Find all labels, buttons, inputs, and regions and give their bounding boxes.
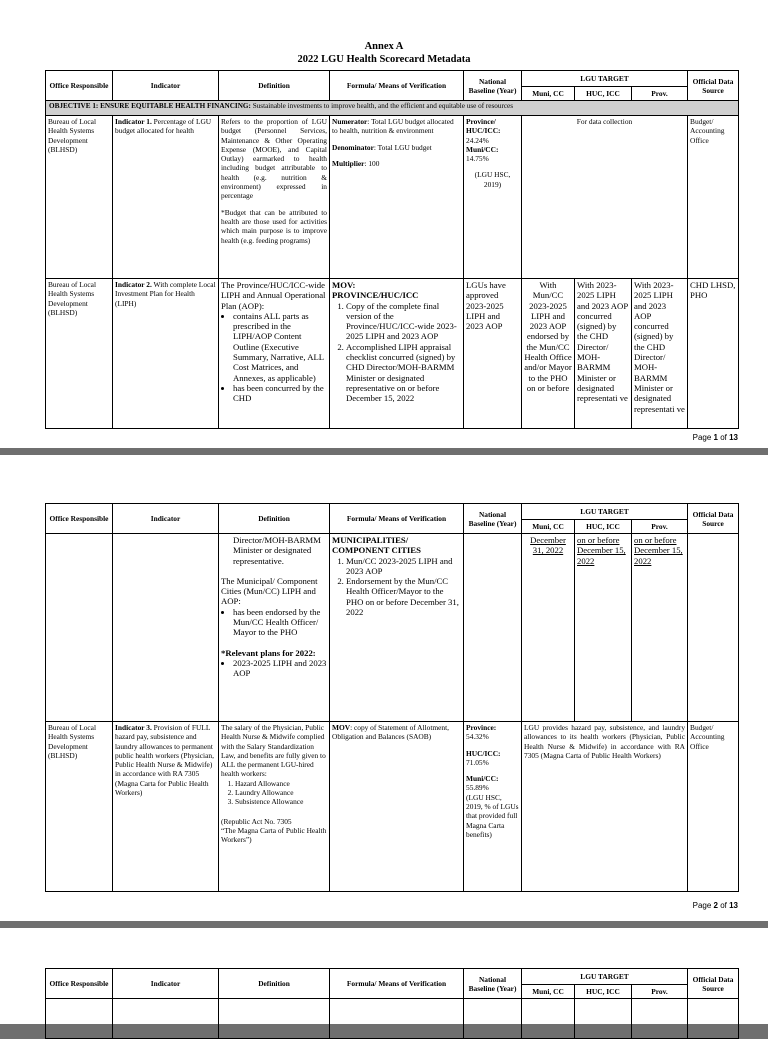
- row1-baseline-year: (LGU HSC, 2019): [474, 170, 511, 189]
- row1-formula: [330, 116, 464, 279]
- table-row-indicator-1: [46, 116, 739, 279]
- page-label: Page: [692, 433, 714, 442]
- metadata-table-page-2: [45, 503, 739, 892]
- table-row-indicator-2-cont: [46, 534, 739, 722]
- row1-indicator-text: Percentage of LGU budget allocated for health: [115, 117, 212, 136]
- objective-text: Sustainable investments to improve health, and the efficient and equitable use of resources: [250, 102, 514, 110]
- row3-def-ref2: “The Magna Carta of Public Health Workers”): [221, 825, 327, 845]
- row3-b-muni-label: Muni/CC:: [466, 774, 499, 784]
- row1-definition: [219, 116, 330, 279]
- row2-target-prov-cont: on or before December 15, 2022: [632, 534, 688, 722]
- table-row-indicator-2: [46, 279, 739, 429]
- row2-target-muni: With Mun/CC 2023-2025 LIPH and 2023 AOP endorsed by the Mun/CC Health Office and/or Mayor to the PHO on or before: [522, 279, 575, 429]
- row2-mov-mun-items: [332, 556, 461, 618]
- header-indicator: Indicator: [113, 71, 219, 101]
- header-lgu-target: LGU TARGET: [522, 969, 688, 985]
- header-definition: Definition: [219, 969, 330, 999]
- row1-definition-note: *Budget that can be attributed to health are those used for activities which main purpose is to improve health (e.g. feeding programs): [221, 207, 327, 245]
- row1-office: Bureau of Local Health Systems Development (BLHSD): [46, 116, 113, 279]
- header-formula: Formula/ Means of Verification: [330, 969, 464, 999]
- row1-multiplier-label: Multiplier: [332, 158, 365, 168]
- row1-target: For data collection: [522, 116, 688, 279]
- row2-target-huc-cont: on or before December 15, 2022: [575, 534, 632, 722]
- document-heading: [0, 40, 768, 66]
- row3-def-ref1: (Republic Act No. 7305: [221, 816, 292, 826]
- row2-mov-label: MOV:: [332, 280, 356, 290]
- row1-source: Budget/ Accounting Office: [688, 116, 739, 279]
- row3-indicator-text: Provision of FULL hazard pay, subsistence and laundry allowances to permanent public health workers (Physician, Public Health Nurse & Midwife) in accordance with RA 7305 (Magna Carta for Public Health Workers): [115, 723, 214, 798]
- row2-target-huc: With 2023-2025 LIPH and 2023 AOP concurred (signed) by the CHD Director/ MOH-BARMM Minister or designated representati ve: [575, 279, 632, 429]
- list-item: 1. Mun/CC 2023-2025 LIPH and 2023 AOP: [346, 556, 461, 577]
- header-source: Official Data Source: [688, 71, 739, 101]
- header-indicator: Indicator: [113, 969, 219, 999]
- row1-numerator-text: : Total LGU budget allocated to health, nutrition & environment: [332, 117, 454, 136]
- header-huc: HUC, ICC: [575, 985, 632, 999]
- list-item: 1. Hazard Allowance: [235, 779, 327, 788]
- header-baseline: National Baseline (Year): [464, 969, 522, 999]
- page-1: [0, 0, 768, 448]
- row2-indicator-text: With complete Local Investment Plan for Health (LIPH): [115, 280, 216, 308]
- page-total: 13: [729, 901, 738, 910]
- table-row-indicator-3: [46, 722, 739, 892]
- row2-def-cont: Director/MOH-BARMM Minister or designated representative.: [233, 535, 321, 566]
- row1-denominator-text: : Total LGU budget: [373, 142, 432, 152]
- metadata-table-page-3: [45, 968, 739, 1039]
- header-prov: Prov.: [632, 520, 688, 534]
- row1-indicator-label: Indicator 1.: [115, 117, 152, 126]
- list-item: 3. Subsistence Allowance: [235, 797, 327, 806]
- list-item: 2. Accomplished LIPH appraisal checklist concurred (signed) by CHD Director/MOH-BARMM Minister or designated representative on or before December 15, 2022: [346, 342, 461, 404]
- page-current: 2: [713, 901, 718, 910]
- list-item: • 2023-2025 LIPH and 2023 AOP: [233, 658, 327, 679]
- row2-mov-prov-items: [332, 301, 461, 404]
- list-item: • has been endorsed by the Mun/CC Health Officer/ Mayor to the PHO: [233, 607, 327, 638]
- row2-target-prov: With 2023-2025 LIPH and 2023 AOP concurred (signed) by the CHD Director/ MOH-BARMM Minister or designated representati ve: [632, 279, 688, 429]
- annex-label: Annex A: [364, 41, 404, 52]
- header-indicator: Indicator: [113, 504, 219, 534]
- header-muni: Muni, CC: [522, 985, 575, 999]
- row2-target-muni-cont: December 31, 2022: [522, 534, 575, 722]
- row2-formula-cont: [330, 534, 464, 722]
- header-huc: HUC, ICC: [575, 520, 632, 534]
- row3-target: LGU provides hazard pay, subsistence, and laundry allowances to its health workers (Physician, Public Health Nurse & Midwife) in accordance with RA 7305 (Magna Carta of Public Health Workers): [522, 722, 688, 892]
- page-2: [0, 455, 768, 921]
- list-item: 2. Laundry Allowance: [235, 788, 327, 797]
- row3-mov-text: : copy of Statement of Allotment, Obligation and Balances (SAOB): [332, 723, 449, 742]
- row2-def-mun-intro: The Municipal/ Component Cities (Mun/CC) LIPH and AOP:: [221, 575, 318, 607]
- list-item: • has been concurred by the CHD: [233, 383, 327, 404]
- document-title: 2022 LGU Health Scorecard Metadata: [297, 54, 471, 65]
- row2-definition: [219, 279, 330, 429]
- row3-def-items: [221, 779, 327, 807]
- row3-indicator-label: Indicator 3.: [115, 723, 152, 732]
- list-item: • contains ALL parts as prescribed in the LIPH/AOP Content Outline (Executive Summary, Narrative, ALL Cost Matrices, and Annexes, as applicable): [233, 311, 327, 383]
- row2-baseline: LGUs have approved 2023-2025 LIPH and 2023 AOP: [464, 279, 522, 429]
- page-label: Page: [692, 901, 714, 910]
- row3-b-prov-value: 54.32%: [466, 732, 489, 742]
- header-source: Official Data Source: [688, 504, 739, 534]
- row3-office: Bureau of Local Health Systems Development (BLHSD): [46, 722, 113, 892]
- row1-multiplier-text: : 100: [364, 158, 380, 168]
- page-of: of: [717, 433, 730, 442]
- page-current: 1: [713, 433, 718, 442]
- row3-indicator: [113, 722, 219, 892]
- row3-def-intro: The salary of the Physician, Public Health Nurse & Midwife complied with the Salary Standardization Law, and benefits are fully given to ALL the permanent LGU-hired health workers:: [221, 723, 326, 779]
- row2-source: CHD LHSD, PHO: [688, 279, 739, 429]
- row2-indicator: [113, 279, 219, 429]
- row2-mov-mun-head: MUNICIPALITIES/ COMPONENT CITIES: [332, 535, 421, 556]
- row1-denominator-label: Denominator: [332, 142, 374, 152]
- row2-mov-prov-head: PROVINCE/HUC/ICC: [332, 290, 419, 301]
- row2-office: Bureau of Local Health Systems Development (BLHSD): [46, 279, 113, 429]
- row1-baseline: [464, 116, 522, 279]
- row3-source: Budget/ Accounting Office: [688, 722, 739, 892]
- header-formula: Formula/ Means of Verification: [330, 504, 464, 534]
- row3-b-muni-value: 55.89%: [466, 783, 489, 793]
- row2-relevant-label: *Relevant plans for 2022:: [221, 647, 316, 658]
- header-prov: Prov.: [632, 87, 688, 101]
- table-row: [46, 999, 739, 1039]
- header-definition: Definition: [219, 71, 330, 101]
- header-source: Official Data Source: [688, 969, 739, 999]
- row2-def-mun-bullets: [221, 607, 327, 638]
- row3-mov-label: MOV: [332, 723, 351, 732]
- header-office: Office Responsible: [46, 71, 113, 101]
- row2-mov-label-text: MOV: [332, 280, 353, 290]
- row1-definition-text: Refers to the proportion of LGU budget (Personnel Services, Maintenance & Other Operating Expense (MOOE), and Capital Outlay) earmarked to health including budget attributable to health (e.g. nutrition & environment) expressed in percentage: [221, 117, 327, 201]
- header-lgu-target: LGU TARGET: [522, 71, 688, 87]
- header-prov: Prov.: [632, 985, 688, 999]
- header-office: Office Responsible: [46, 504, 113, 534]
- row3-b-huc-value: 71.05%: [466, 757, 489, 767]
- header-muni: Muni, CC: [522, 87, 575, 101]
- row2-formula: [330, 279, 464, 429]
- row2-def-bullets: [221, 311, 327, 404]
- header-formula: Formula/ Means of Verification: [330, 71, 464, 101]
- row2-relevant-items: [221, 658, 327, 679]
- row2-definition-cont: [219, 534, 330, 722]
- page-number-2: [693, 901, 738, 910]
- page-of: of: [717, 901, 730, 910]
- page-total: 13: [729, 433, 738, 442]
- header-huc: HUC, ICC: [575, 87, 632, 101]
- row1-baseline-muni-value: 14.75%: [466, 154, 489, 164]
- header-baseline: National Baseline (Year): [464, 71, 522, 101]
- objective-row: [46, 101, 739, 116]
- header-office: Office Responsible: [46, 969, 113, 999]
- row1-baseline-prov-value: 24.24%: [466, 135, 489, 145]
- row1-indicator: [113, 116, 219, 279]
- row3-b-prov-label: Province:: [466, 723, 497, 732]
- row3-formula: [330, 722, 464, 892]
- list-item: 1. Copy of the complete final version of the Province/HUC/ICC-wide 2023-2025 LIPH and 2023 AOP: [346, 301, 461, 342]
- row1-numerator-label: Numerator: [332, 117, 368, 126]
- header-definition: Definition: [219, 504, 330, 534]
- list-item: 2. Endorsement by the Mun/CC Health Officer/Mayor to the PHO on or before December 31, 2022: [346, 576, 461, 617]
- metadata-table-page-1: [45, 70, 739, 429]
- row1-baseline-prov-label: Province/ HUC/ICC:: [466, 117, 501, 136]
- row1-baseline-muni-label: Muni/CC:: [466, 144, 499, 154]
- row3-b-huc-label: HUC/ICC:: [466, 748, 501, 758]
- header-lgu-target: LGU TARGET: [522, 504, 688, 520]
- header-muni: Muni, CC: [522, 520, 575, 534]
- row3-b-note: (LGU HSC, 2019, % of LGUs that provided full Magna Carta benefits): [466, 792, 519, 839]
- page-number-1: [693, 433, 738, 442]
- header-baseline: National Baseline (Year): [464, 504, 522, 534]
- page-3: [0, 928, 768, 1024]
- objective-label: OBJECTIVE 1: ENSURE EQUITABLE HEALTH FINANCING:: [49, 102, 251, 110]
- row2-indicator-label: Indicator 2.: [115, 280, 152, 289]
- row3-definition: [219, 722, 330, 892]
- row3-baseline: [464, 722, 522, 892]
- row2-def-intro: The Province/HUC/ICC-wide LIPH and Annual Operational Plan (AOP):: [221, 280, 326, 311]
